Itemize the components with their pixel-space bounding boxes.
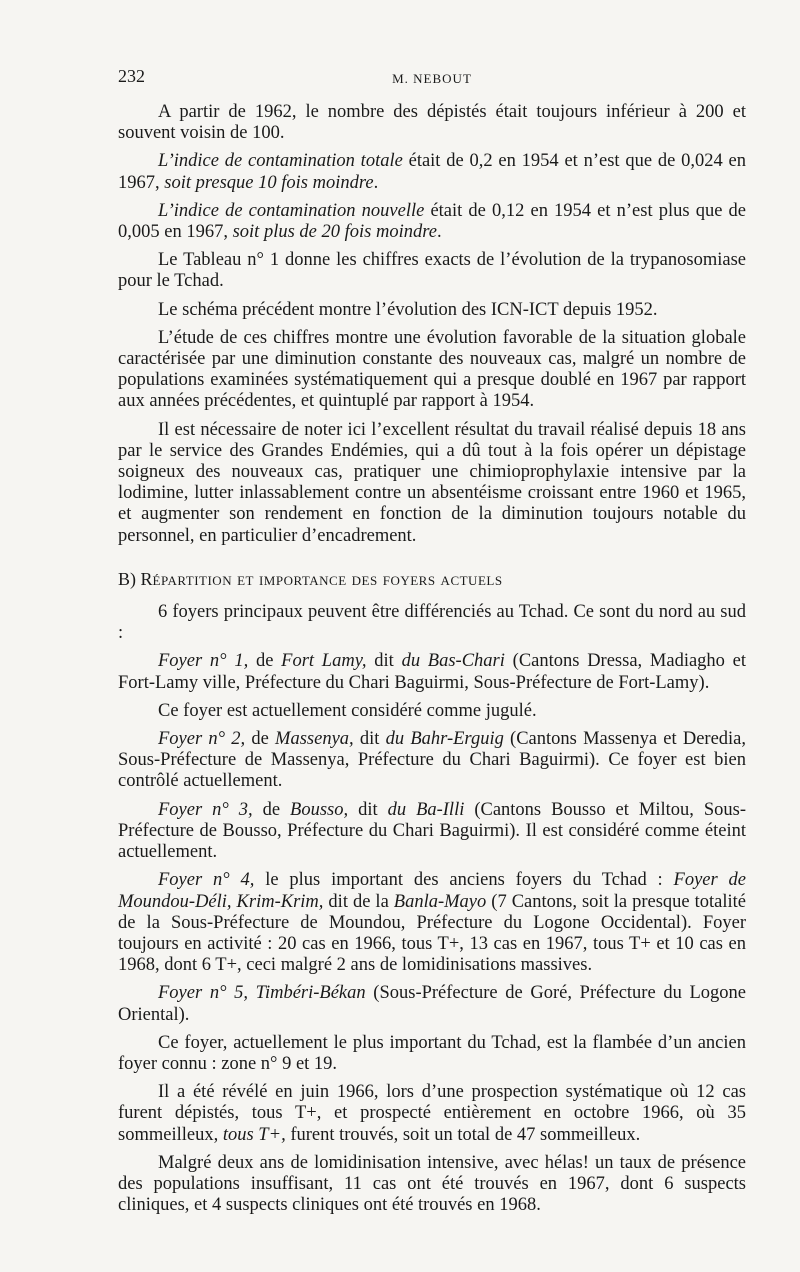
paragraph [118, 201, 746, 243]
paragraph [118, 983, 746, 1025]
text: (Cantons Massenya et Deredia, Sous-Préfecture de Massenya, Préfecture du Chari Baguirmi). Ce foyer est bien contrôlé actuellement. [118, 729, 747, 792]
text: Il a été révélé en juin 1966, lors d’une prospection systématique où 12 cas furent dépistés, tous T+, et prospecté entièrement en octobre 1966, où 35 sommeilleux, [118, 1082, 746, 1145]
text: de [252, 799, 291, 820]
paragraph: Ce foyer est actuellement considéré comme jugulé. [158, 700, 537, 721]
text: dit [366, 651, 402, 672]
italic-text: tous T+, [222, 1124, 286, 1145]
italic-text: du Ba-Illi [387, 799, 465, 820]
italic-text: soit presque 10 fois moindre [164, 172, 374, 193]
text: de [248, 651, 282, 672]
running-head: M. NEBOUT [392, 71, 472, 86]
text: dit [348, 799, 388, 820]
paragraph: Ce foyer, actuellement le plus important du Tchad, est la flambée d’un ancien foyer connu : zone n° 9 et 19. [118, 1032, 746, 1074]
document-page [118, 66, 746, 1223]
italic-text: Foyer n° 1, [158, 651, 249, 672]
paragraph [118, 870, 746, 976]
italic-text: Foyer n° 3, [158, 799, 253, 820]
section-heading [118, 569, 746, 590]
paragraph: Il est nécessaire de noter ici l’excellent résultat du travail réalisé depuis 18 ans par le service des Grandes Endémies, qui a dû tout à la fois opérer un dépistage soigneux des nouveaux cas, pratiquer une chimioprophylaxie intensive par la lodimine, lutter inlassablement contre un absentéisme croissant entre 1960 et 1965, et augmenter son rendement en fonction de la diminution toujours notable du personnel, en particulier d’encadrement. [118, 419, 746, 546]
text: (7 Cantons, soit la presque totalité de la Sous-Préfecture de Moundou, Préfecture du Logone Occidental). Foyer toujours en activité : 20 cas en 1966, tous T+, 13 cas en 1967, tous T+ et 10 cas en 1968, dont 6 T+, ceci malgré 2 ans de lomidinisations massives. [118, 891, 746, 976]
text: (Cantons Dressa, Madiagho et Fort-Lamy ville, Préfecture du Chari Baguirmi, Sous-Préfecture de Fort-Lamy). [118, 651, 747, 693]
italic-text: L’indice de contamination nouvelle [158, 200, 425, 221]
text: (Sous-Préfecture de Goré, Préfecture du Logone Oriental). [118, 983, 746, 1025]
paragraph: Le schéma précédent montre l’évolution des ICN-ICT depuis 1952. [158, 299, 658, 320]
italic-text: du Bahr-Erguig [385, 729, 504, 750]
italic-text: Foyer n° 2, [158, 729, 246, 750]
page-header [118, 66, 746, 88]
text: de [245, 729, 276, 750]
paragraph: Malgré deux ans de lomidinisation intensive, avec hélas! un taux de présence des populations insuffisant, 11 cas ont été trouvés en 1967, dont 6 suspects cliniques, et 4 suspects cliniques ont été trouvés en 1968. [118, 1152, 746, 1216]
text: . [373, 172, 379, 193]
text: furent trouvés, soit un total de 47 sommeilleux. [285, 1124, 641, 1145]
section-prefix: B) [118, 568, 141, 589]
paragraph: L’étude de ces chiffres montre une évolution favorable de la situation globale caractérisée par une diminution constante des nouveaux cas, malgré un nombre de populations examinées systématiquement qui a presque doublé en 1967 par rapport aux années précédentes, et quintuplé par rapport à 1954. [118, 327, 746, 412]
text: dit de la [323, 891, 394, 912]
text: . [436, 222, 442, 243]
paragraph [118, 800, 746, 864]
italic-text: soit plus de 20 fois moindre [232, 222, 437, 243]
section-title: épartition et importance des foyers actuels [152, 568, 503, 589]
text: (Cantons Bousso et Miltou, Sous-Préfecture de Bousso, Préfecture du Chari Baguirmi). Il est considéré comme éteint actuellement. [118, 799, 746, 863]
paragraph: A partir de 1962, le nombre des dépistés était toujours inférieur à 200 et souvent voisin de 100. [118, 102, 746, 144]
paragraph [118, 651, 746, 693]
paragraph [118, 729, 746, 793]
text: le plus important des anciens foyers du Tchad : [254, 870, 674, 891]
italic-text: Foyer n° 4, [158, 870, 255, 891]
italic-text: du Bas-Chari [401, 651, 505, 672]
text: dit [353, 729, 386, 750]
page-number: 232 [118, 66, 145, 86]
italic-text: Foyer de Moundou-Déli, Krim-Krim, [118, 870, 747, 912]
italic-text: Foyer n° 5, Timbéri-Békan [158, 983, 366, 1004]
italic-text: L’indice de contamination totale [158, 151, 403, 172]
paragraph [118, 151, 746, 193]
italic-text: Banla-Mayo [393, 891, 487, 912]
paragraph [118, 1082, 746, 1146]
italic-text: Massenya, [275, 729, 354, 750]
paragraph: Le Tableau n° 1 donne les chiffres exacts de l’évolution de la trypanosomiase pour le Tchad. [118, 250, 746, 292]
text: était de 0,12 en 1954 et n’est plus que de 0,005 en 1967, [118, 200, 746, 243]
paragraph: 6 foyers principaux peuvent être différenciés au Tchad. Ce sont du nord au sud : [118, 602, 746, 644]
text: était de 0,2 en 1954 et n’est que de 0,024 en 1967, [118, 151, 746, 193]
italic-text: Fort Lamy, [281, 651, 367, 672]
section-title-initial: R [140, 568, 153, 589]
italic-text: Bousso, [290, 799, 349, 820]
